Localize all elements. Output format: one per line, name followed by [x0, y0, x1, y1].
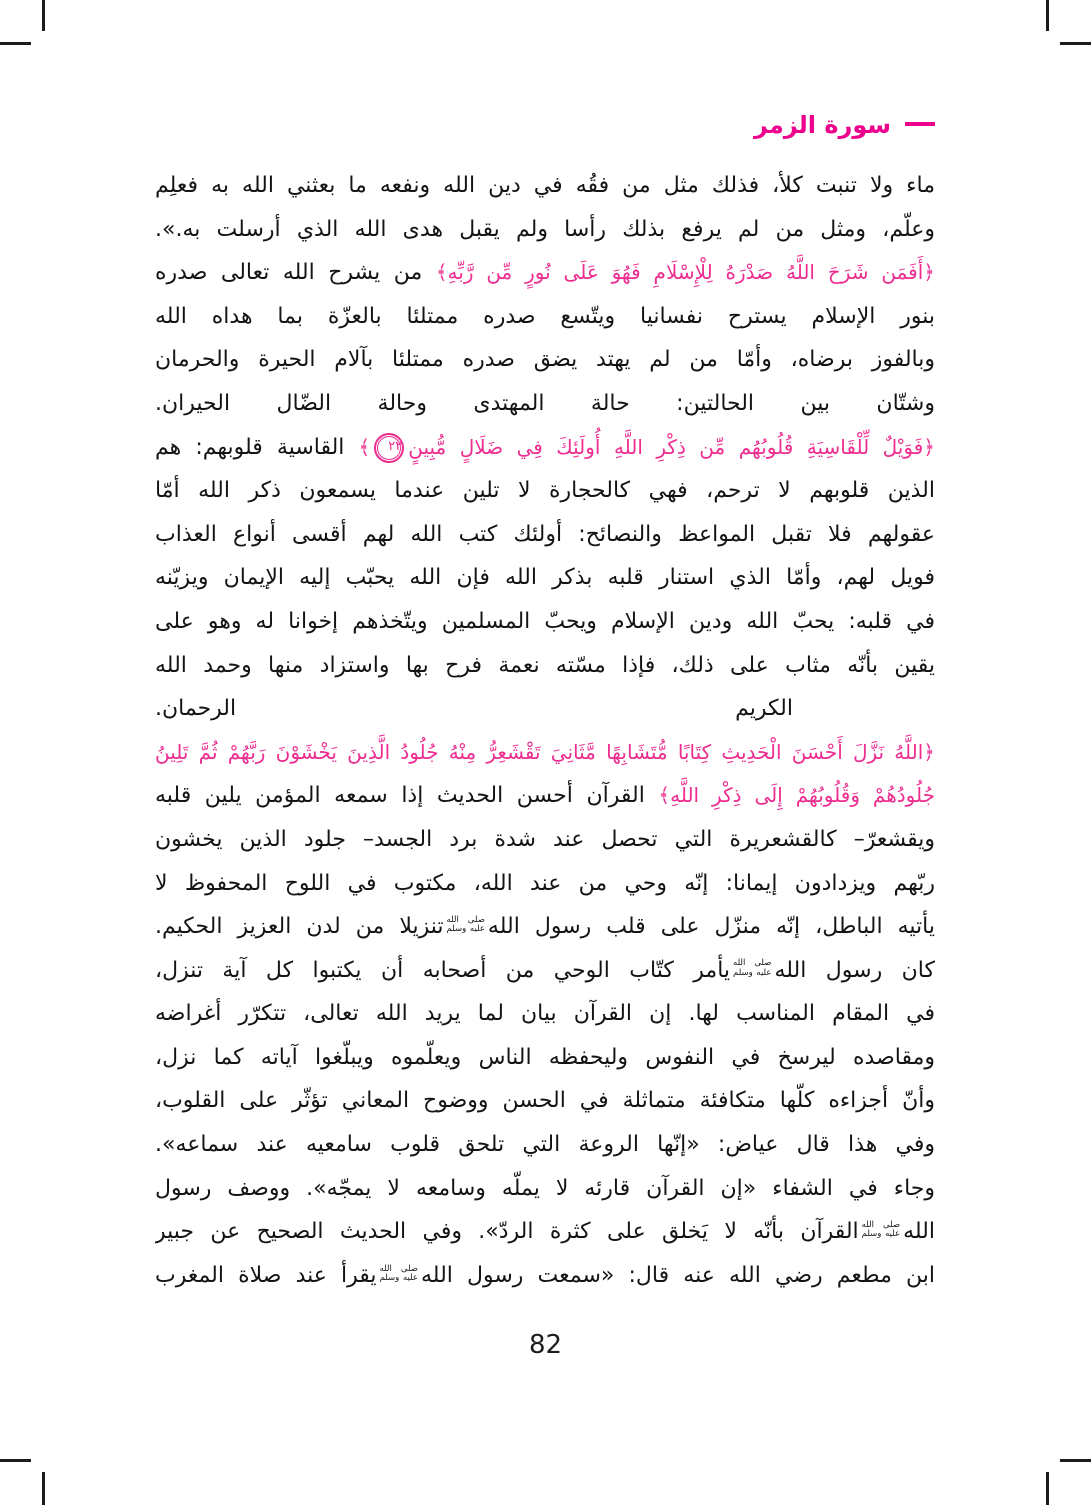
quran-verse-text: ﴿فَوَيْلٌ لِّلْقَاسِيَةِ قُلُوبُهُم مِّن ذِكْرِ اللَّهِ أُولَئِكَ فِي ضَلَالٍ مُّبِينٍ	[408, 434, 935, 459]
commentary-text: وفي هذا قال عياض: «إنّها الروعة التي تلحق قلوب سامعيه عند سماعه».	[155, 1132, 935, 1158]
commentary-text: بنور الإسلام يسترح نفسانيا ويتّسع صدره ممتلئا بالعزّة بما هداه الله	[155, 303, 935, 329]
body-text	[155, 164, 935, 1297]
commentary-text: عقولهم فلا تقبل المواعظ والنصائح: أولئك كتب الله لهم أقسى أنواع العذاب	[155, 521, 935, 547]
text-line	[155, 687, 935, 731]
crop-mark-top-right-horizontal	[1060, 42, 1091, 45]
page-number: 82	[528, 1330, 563, 1360]
text-line	[155, 1210, 935, 1254]
text-line	[155, 731, 935, 775]
salawat-calligraphy-icon: صلى الله عليه وسلم	[379, 1263, 418, 1283]
header-dash-icon	[905, 122, 935, 126]
commentary-text: القرآن بأنّه لا يَخلق على كثرة الردّ». وفي الحديث الصحيح عن جبير	[155, 1219, 859, 1245]
commentary-text: في قلبه: يحبّ الله ودين الإسلام ويحبّ المسلمين ويتّخذهم إخوانا له وهو على	[155, 608, 935, 634]
crop-mark-bottom-left-vertical	[42, 1472, 45, 1505]
quran-verse-text: ﴾	[358, 434, 371, 459]
text-line	[155, 556, 935, 600]
commentary-text: القرآن أحسن الحديث إذا سمعه المؤمن يلين قلبه	[155, 783, 659, 809]
crop-mark-top-left-horizontal	[0, 42, 31, 45]
ayah-number-rosette-icon: ٢٢	[374, 433, 404, 463]
text-line	[155, 774, 935, 818]
commentary-text: وبالفوز برضاه، وأمّا من لم يهتد يضق صدره ممتلئا بآلام الحيرة والحرمان	[155, 347, 935, 373]
surah-title: سورة الزمر	[754, 111, 891, 139]
commentary-text: ويقشعرّ– كالقشعريرة التي تحصل عند شدة برد الجسد– جلود الذين يخشون	[155, 826, 935, 852]
crop-mark-bottom-left-horizontal	[0, 1459, 31, 1462]
quran-verse-text: جُلُودُهُمْ وَقُلُوبُهُمْ إِلَى ذِكْرِ اللَّهِ﴾	[658, 783, 935, 808]
salawat-calligraphy-icon: صلى الله عليه وسلم	[446, 914, 485, 935]
text-line	[155, 208, 935, 252]
text-line	[155, 338, 935, 382]
commentary-text: الذين قلوبهم لا ترحم، فهي كالحجارة لا تلين عندما يسمعون ذكر الله أمّا	[155, 478, 935, 504]
quran-verse-text: ﴿اللَّهُ نَزَّلَ أَحْسَنَ الْحَدِيثِ كِتَابًا مُّتَشَابِهًا مَّثَانِيَ تَقْشَعِرُّ مِنْهُ جُلُودُ الَّذِينَ يَخْشَوْنَ رَبَّهُمْ ثُمَّ تَلِينُ	[155, 739, 935, 764]
commentary-text: القاسية قلوبهم: هم	[155, 434, 359, 460]
crop-mark-top-left-vertical	[42, 0, 45, 31]
salawat-calligraphy-icon: صلى الله عليه وسلم	[861, 1219, 901, 1240]
text-line	[155, 469, 935, 513]
commentary-text: ابن مطعم رضي الله عنه قال: «سمعت رسول الله	[420, 1262, 935, 1288]
crop-mark-bottom-right-vertical	[1046, 1472, 1049, 1505]
commentary-text: ربّهم ويزدادون إيمانا: إنّه وحي من عند الله، مكتوب في اللوح المحفوظ لا	[155, 870, 935, 896]
commentary-text: يقين بأنّه مثاب على ذلك، فإذا مسّته نعمة فرح بها واستزاد منها وحمد الله	[155, 652, 935, 678]
commentary-text: وجاء في الشفاء «إن القرآن قارئه لا يملّه وسامعه لا يمجّه». ووصف رسول	[155, 1175, 935, 1201]
text-line	[155, 600, 935, 644]
text-line	[155, 513, 935, 557]
commentary-text: الكريم الرحمان.	[155, 696, 793, 722]
text-line	[155, 295, 935, 339]
commentary-text: ماء ولا تنبت كلأ، فذلك مثل من فقُه في دين الله ونفعه ما بعثني الله به فعلِم	[155, 173, 935, 198]
text-line	[155, 992, 935, 1036]
commentary-text: وشتّان بين الحالتين: حالة المهتدى وحالة الضّال الحيران.	[155, 390, 935, 416]
commentary-text: من يشرح الله تعالى صدره	[155, 260, 436, 286]
text-line	[155, 164, 935, 208]
commentary-text: ومقاصده ليرسخ في النفوس وليحفظه الناس ويعلّموه ويبلّغوا آياته كما نزل،	[155, 1044, 935, 1070]
commentary-text: يأتيه الباطل، إنّه منزّل على قلب رسول الله	[487, 914, 935, 940]
commentary-text: الله	[903, 1219, 935, 1245]
text-line	[155, 818, 935, 862]
salawat-calligraphy-icon: صلى الله عليه وسلم	[733, 958, 772, 978]
commentary-text: وأنّ أجزاءه كلّها متكافئة متماثلة في الحسن ووضوح المعاني تؤثّر على القلوب،	[155, 1088, 935, 1114]
text-line	[155, 1167, 935, 1211]
commentary-text: يأمر كتّاب الوحي من أصحابه أن يكتبوا كل آية تنزل،	[155, 957, 731, 983]
commentary-text: وعلّم، ومثل من لم يرفع بذلك رأسا ولم يقبل هدى الله الذي أرسلت به.».	[155, 216, 935, 242]
text-line	[155, 1254, 935, 1298]
text-line	[155, 905, 935, 949]
quran-verse-text: ﴿أَفَمَن شَرَحَ اللَّهُ صَدْرَهُ لِلْإِسْلَامِ فَهُوَ عَلَى نُورٍ مِّن رَّبِّهِ﴾	[435, 260, 935, 285]
text-line	[155, 426, 935, 470]
text-line	[155, 251, 935, 295]
commentary-text: في المقام المناسب لها. إن القرآن بيان لما يريد الله تعالى، تتكرّر أغراضه	[155, 1001, 935, 1027]
commentary-text: تنزيلا من لدن العزيز الحكيم.	[155, 914, 444, 940]
text-line	[155, 1079, 935, 1123]
commentary-text: فويل لهم، وأمّا الذي استنار قلبه بذكر الله فإن الله يحبّب إليه الإيمان ويزيّنه	[155, 565, 935, 591]
crop-mark-bottom-right-horizontal	[1060, 1459, 1091, 1462]
text-line	[155, 862, 935, 906]
text-line	[155, 644, 935, 688]
text-line	[155, 382, 935, 426]
commentary-text: كان رسول الله	[774, 957, 935, 983]
crop-mark-top-right-vertical	[1046, 0, 1049, 31]
commentary-text: يقرأ عند صلاة المغرب	[155, 1262, 377, 1288]
text-line	[155, 1036, 935, 1080]
text-line	[155, 1123, 935, 1167]
text-line	[155, 949, 935, 993]
page-header	[754, 108, 935, 142]
